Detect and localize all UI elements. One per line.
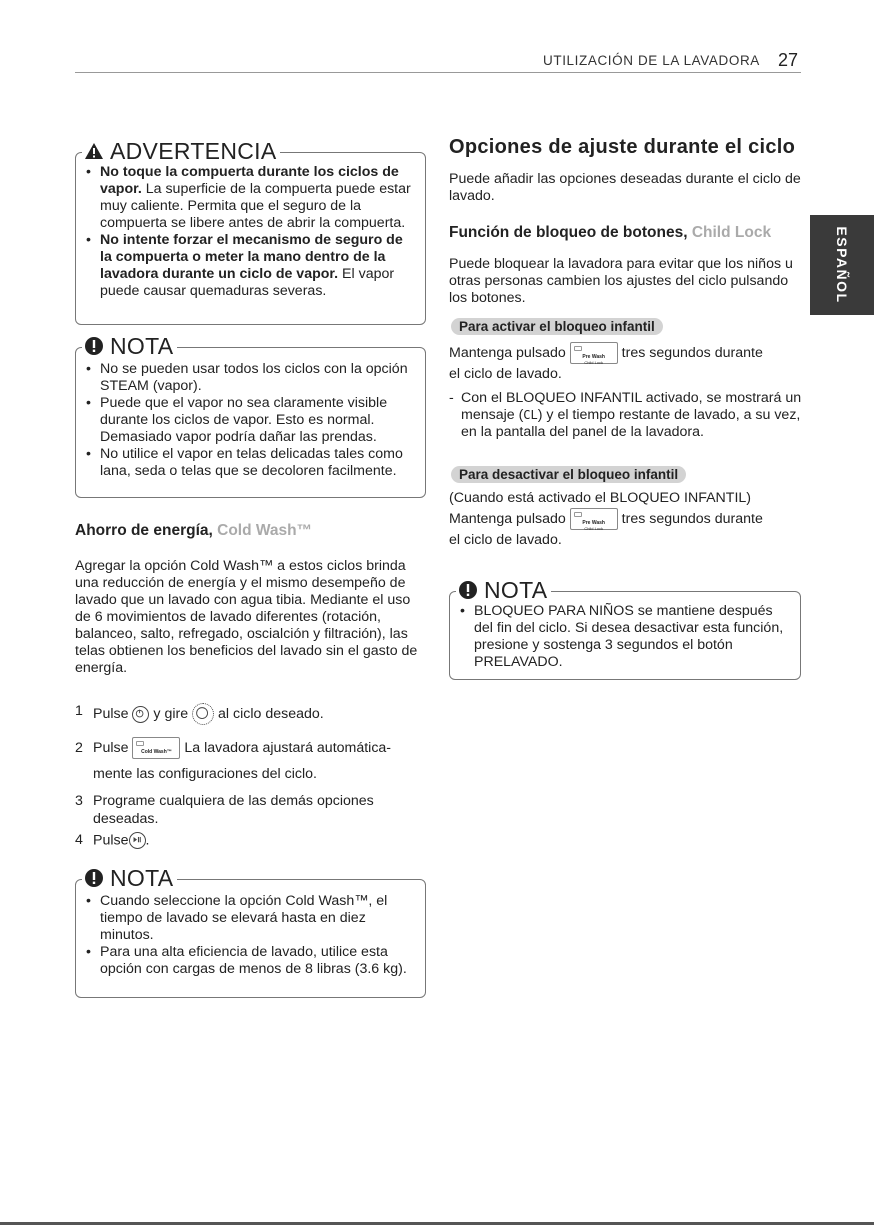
activate-line-1 [449,342,801,364]
note-box-3-header [456,576,551,604]
activate-text-a: Mantenga pulsado [449,345,566,361]
language-tab [810,215,874,315]
step-2-text-c: mente las configuraciones del ciclo. [93,766,317,782]
language-tab-label: ESPAÑOL [834,226,850,304]
step-2-text-b: La lavadora ajustará automática- [184,740,392,756]
start-pause-icon [129,832,146,849]
deactivate-pre: (Cuando está activado el BLOQUEO INFANTIL) [449,490,752,506]
warning-item-1-text: La superficie de la compuerta puede estar muy caliente. Permita que el seguro de la compuerta se libere antes de abrir la compuerta. [100,181,411,231]
activate-dash-text-1: Con el BLOQUEO INFANTIL activado, se mostrará un mensaje ( [461,390,802,423]
deactivate-pill: Para desactivar el bloqueo infantil [451,466,686,483]
activate-text-c: el ciclo de lavado. [449,366,562,382]
note-1-item-3: • No utilice el vapor en telas delicadas tales como lana, seda o telas que se decoloren facilmente. [84,446,417,480]
child-lock-heading-grey: Child Lock [691,224,772,241]
child-lock-heading-text: Función de bloqueo de botones, [449,224,688,241]
note-box-2 [75,864,426,998]
step-3-number: 3 [75,793,83,809]
step-1-text-c: al ciclo deseado. [218,705,324,722]
power-button-icon [132,706,149,723]
deactivate-text-b: tres segundos durante [621,511,763,527]
cl-display-code: CL [523,408,538,422]
note-box-3 [449,576,801,680]
note-box-2-header [82,864,177,892]
warning-item-2-text: El vapor puede causar quemaduras severas. [100,266,395,299]
step-1-number: 1 [75,703,83,719]
child-lock-intro: Puede bloquear la lavadora para evitar que los niños u otras personas cambien los ajustes del ciclo pulsando los botones. [449,256,793,306]
note-1-item-2: • Puede que el vapor no sea claramente visible durante los ciclos de vapor. Esto es normal. Demasiado vapor podría dañar las prendas. [84,395,417,446]
activate-text-b: tres segundos durante [621,345,763,361]
step-3-text-a: Programe cualquiera de las demás opciones [93,793,374,809]
note-box-1 [75,332,426,498]
note-3-item-1: • BLOQUEO PARA NIÑOS se mantiene después del fin del ciclo. Si desea desactivar esta función, presione y sostenga 3 segundos el botón PRELAVADO. [458,603,792,671]
energy-heading-grey: Cold Wash™ [217,522,313,539]
note-box-1-header [82,332,177,360]
warning-item-2 [84,232,417,300]
note-box-3-title: NOTA [484,576,548,603]
energy-paragraph: Agregar la opción Cold Wash™ a estos ciclos brinda una reducción de energía y el mismo desempeño de lavado que un lavado con agua tibia. Mediante el uso de 6 movimientos de lavado diferentes (rotación, balanceo, salto, refregado, oscialción y filtración), las telas obtienen los beneficios del lavado sin el gasto de energía. [75,558,418,676]
warning-box-header [82,137,280,165]
deactivate-line-1 [449,508,801,530]
activate-dash-note [449,390,803,441]
options-heading: Opciones de ajuste durante el ciclo [449,136,796,158]
warning-item-1 [84,164,417,232]
warning-title: ADVERTENCIA [110,137,277,164]
step-2-text-a: Pulse [93,740,129,756]
step-4-number: 4 [75,832,83,848]
step-3-text-c: deseadas. [93,811,159,827]
page-number: 27 [778,50,799,70]
step-1-text-a: Pulse [93,705,129,722]
note-box-1-title: NOTA [110,332,174,359]
cold-wash-button-icon: Cold Wash™ [132,737,180,759]
step-4-text-b: . [145,832,150,849]
note-2-item-1: • Cuando seleccione la opción Cold Wash™, el tiempo de lavado se elevará hasta en diez minutos. [84,893,417,944]
warning-box [75,137,426,325]
header-rule [75,72,801,73]
energy-heading [75,522,312,540]
exclamation-circle-icon [84,336,104,356]
deactivate-text-c: el ciclo de lavado. [449,532,562,548]
pre-wash-button-icon: Pre Wash Child Lock [570,508,618,530]
cycle-dial-icon [192,703,214,725]
energy-heading-text: Ahorro de energía, [75,522,213,539]
child-lock-heading [449,224,771,242]
warning-item-2-bold: No intente forzar el mecanismo de seguro de la compuerta o meter la mano dentro de la lavadora durante un ciclo de vapor. [100,232,403,282]
exclamation-circle-icon [458,580,478,600]
note-1-item-1: • No se pueden usar todos los ciclos con la opción STEAM (vapor). [84,361,417,395]
activate-pill: Para activar el bloqueo infantil [451,318,663,335]
warning-triangle-icon [84,141,104,161]
step-1-text-b: y gire [153,705,189,722]
step-2-number: 2 [75,740,83,756]
activate-dash-text-2: ) y el tiempo restante de lavado, a su vez, en la pantalla del panel de la lavadora. [461,407,801,440]
deactivate-text-a: Mantenga pulsado [449,511,566,527]
exclamation-circle-icon [84,868,104,888]
step-4-text-a: Pulse [93,832,129,849]
note-box-2-title: NOTA [110,864,174,891]
note-2-item-2: • Para una alta eficiencia de lavado, utilice esta opción con cargas de menos de 8 libras (3.6 kg). [84,944,417,978]
page-header-title: UTILIZACIÓN DE LA LAVADORA [543,53,760,68]
pre-wash-button-icon: Pre Wash Child Lock [570,342,618,364]
warning-item-1-bold: No toque la compuerta durante los ciclos de vapor. [100,164,399,197]
options-intro: Puede añadir las opciones deseadas durante el ciclo de lavado. [449,171,801,204]
